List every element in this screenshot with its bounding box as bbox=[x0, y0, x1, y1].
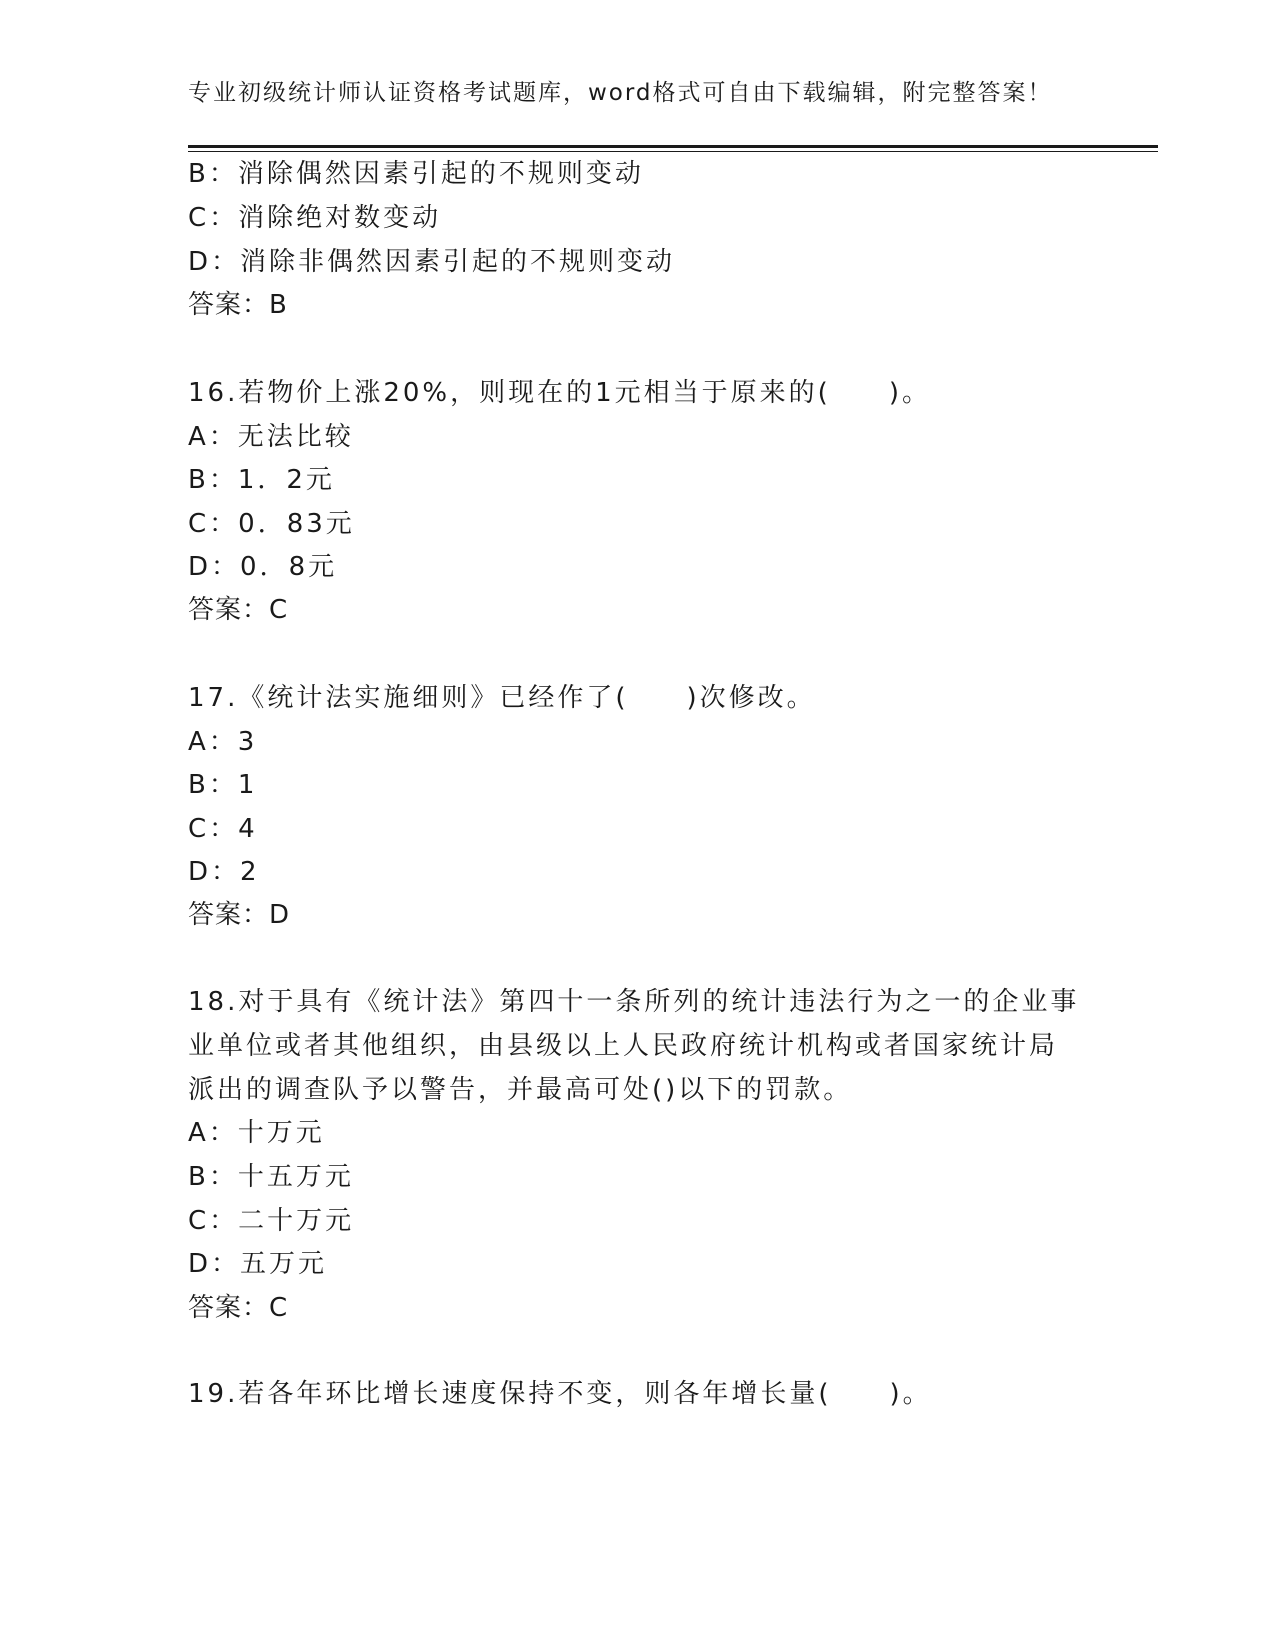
q18-option-d: D：五万元 bbox=[188, 1249, 328, 1279]
q18-question-line-2: 业单位或者其他组织，由县级以上人民政府统计机构或者国家统计局 bbox=[188, 1031, 1059, 1061]
header-rule-thick bbox=[188, 145, 1158, 148]
q15-option-d: D：消除非偶然因素引起的不规则变动 bbox=[188, 247, 676, 277]
q19-question: 19.若各年环比增长速度保持不变，则各年增长量( )。 bbox=[188, 1379, 932, 1409]
q17-option-c: C：4 bbox=[188, 814, 258, 844]
q18-option-a: A：十万元 bbox=[188, 1118, 325, 1148]
q16-question: 16.若物价上涨20%，则现在的1元相当于原来的( )。 bbox=[188, 378, 931, 408]
q16-option-d: D：0．8元 bbox=[188, 552, 338, 582]
q17-option-d: D：2 bbox=[188, 857, 260, 887]
q15-option-c: C：消除绝对数变动 bbox=[188, 203, 442, 233]
q17-option-a: A：3 bbox=[188, 727, 258, 757]
header-rule-thin bbox=[188, 151, 1158, 152]
q16-option-b: B：1．2元 bbox=[188, 465, 335, 495]
q18-option-b: B：十五万元 bbox=[188, 1162, 354, 1192]
q18-answer: 答案：C bbox=[188, 1293, 289, 1323]
q16-option-a: A：无法比较 bbox=[188, 422, 354, 452]
q18-question-line-1: 18.对于具有《统计法》第四十一条所列的统计违法行为之一的企业事 bbox=[188, 987, 1080, 1017]
q17-option-b: B：1 bbox=[188, 770, 258, 800]
q16-option-c: C：0．83元 bbox=[188, 509, 355, 539]
q16-answer: 答案：C bbox=[188, 595, 289, 625]
q17-answer: 答案：D bbox=[188, 900, 291, 930]
q15-answer: 答案：B bbox=[188, 290, 288, 320]
q17-question: 17.《统计法实施细则》已经作了( )次修改。 bbox=[188, 683, 816, 713]
q15-option-b: B：消除偶然因素引起的不规则变动 bbox=[188, 159, 644, 189]
page-header: 专业初级统计师认证资格考试题库，word格式可自由下载编辑，附完整答案！ bbox=[188, 80, 1053, 106]
q18-question-line-3: 派出的调查队予以警告，并最高可处()以下的罚款。 bbox=[188, 1075, 853, 1105]
q18-option-c: C：二十万元 bbox=[188, 1206, 355, 1236]
